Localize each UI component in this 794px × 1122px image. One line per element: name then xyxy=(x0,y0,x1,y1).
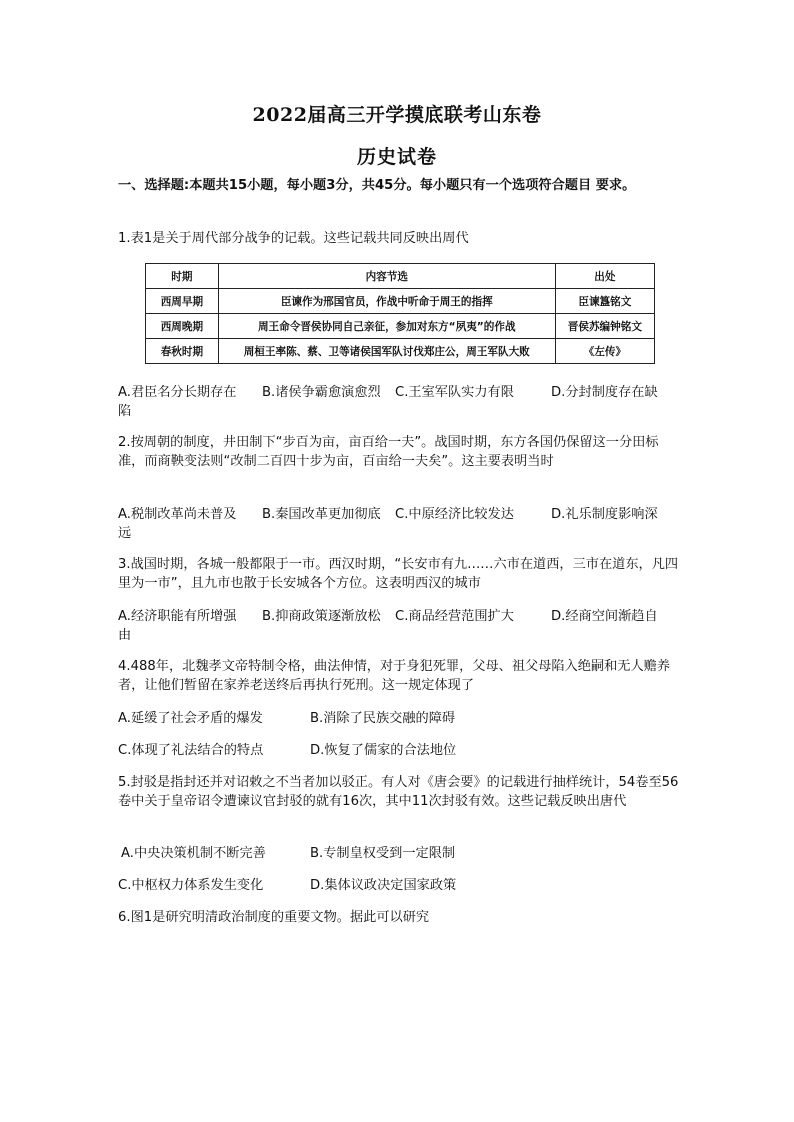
table-header-row xyxy=(146,264,655,289)
q5-option-a: A.中央决策机制不断完善 xyxy=(121,846,266,861)
q2-option-d-continued: 远 xyxy=(118,526,132,541)
table-cell: 西周早期 xyxy=(146,289,219,314)
q1-option-c: C.王室军队实力有限 xyxy=(395,385,514,400)
table-row xyxy=(146,289,655,314)
table-cell: 《左传》 xyxy=(555,339,654,364)
table-cell: 臣谏簋铭文 xyxy=(555,289,654,314)
q2-option-c: C.中原经济比较发达 xyxy=(395,507,514,522)
q3-option-c: C.商品经营范围扩大 xyxy=(395,609,514,624)
question-3-stem: 3.战国时期，各城一般都限于一市。西汉时期，“长安市有九……六市在道西，三市在道东，凡四里为一市”，且九市也散于长安城各个方位。这表明西汉的城市 xyxy=(118,557,679,591)
question-6-stem: 6.图1是研究明清政治制度的重要文物。据此可以研究 xyxy=(118,910,430,925)
q3-option-a: A.经济职能有所增强 xyxy=(118,609,237,624)
q5-option-b: B.专制皇权受到一定限制 xyxy=(310,846,456,861)
q5-option-d: D.集体议政决定国家政策 xyxy=(310,878,457,893)
question-2-stem: 2.按周朝的制度，井田制下“步百为亩，亩百给一夫”。战国时期，东方各国仍保留这一分田标准，而商鞅变法则“改制二百四十步为亩，百亩给一夫矣”。这主要表明当时 xyxy=(118,435,659,469)
q1-option-a: A.君臣名分长期存在 xyxy=(118,385,237,400)
q1-option-d: D.分封制度存在缺 xyxy=(551,385,658,400)
question-5-stem: 5.封驳是指封还并对诏敕之不当者加以驳正。有人对《唐会要》的记载进行抽样统计，54卷至56卷中关于皇帝诏令遭谏议官封驳的就有16次，其中11次封驳有效。这些记载反映出唐代 xyxy=(118,775,679,809)
table-cell: 晋侯苏编钟铭文 xyxy=(555,314,654,339)
table-row xyxy=(146,339,655,364)
table-cell: 春秋时期 xyxy=(146,339,219,364)
q4-option-b: B.消除了民族交融的障碍 xyxy=(310,711,456,726)
table-cell: 周桓王率陈、蔡、卫等诸侯国军队讨伐郑庄公，周王军队大败 xyxy=(218,339,555,364)
question-1-table xyxy=(145,263,655,364)
table-cell: 周王命令晋侯协同自己亲征，参加对东方“夙夷”的作战 xyxy=(218,314,555,339)
q2-option-d: D.礼乐制度影响深 xyxy=(551,507,658,522)
q4-option-a: A.延缓了社会矛盾的爆发 xyxy=(118,711,263,726)
question-4-stem: 4.488年，北魏孝文帝特制令格，曲法伸情，对于身犯死罪，父母、祖父母陷入绝嗣和无人赡养者，让他们暂留在家养老送终后再执行死刑。这一规定体现了 xyxy=(118,659,671,693)
q3-option-b: B.抑商政策逐渐放松 xyxy=(262,609,381,624)
q3-option-d: D.经商空间渐趋自 xyxy=(551,609,658,624)
q4-option-c: C.体现了礼法结合的特点 xyxy=(118,743,264,758)
table-header-cell: 时期 xyxy=(146,264,219,289)
q2-option-a: A.税制改革尚未普及 xyxy=(118,507,237,522)
table-row xyxy=(146,314,655,339)
table-cell: 西周晚期 xyxy=(146,314,219,339)
table-header-cell: 出处 xyxy=(555,264,654,289)
q2-option-b: B.秦国改革更加彻底 xyxy=(262,507,381,522)
table-cell: 臣谏作为邢国官员，作战中听命于周王的指挥 xyxy=(218,289,555,314)
table-header-cell: 内容节选 xyxy=(218,264,555,289)
q1-option-b: B.诸侯争霸愈演愈烈 xyxy=(262,385,381,400)
q4-option-d: D.恢复了儒家的合法地位 xyxy=(310,743,457,758)
question-1-stem: 1.表1是关于周代部分战争的记载。这些记载共同反映出周代 xyxy=(118,231,469,246)
section-heading: 一、选择题:本题共15小题，每小题3分，共45分。每小题只有一个选项符合题目 要求。 xyxy=(118,178,636,193)
exam-title: 2022届高三开学摸底联考山东卷 xyxy=(252,104,542,126)
q3-option-d-continued: 由 xyxy=(118,628,132,643)
exam-subtitle: 历史试卷 xyxy=(356,146,437,168)
q5-option-c: C.中枢权力体系发生变化 xyxy=(118,878,264,893)
q1-option-d-continued: 陷 xyxy=(118,404,132,419)
